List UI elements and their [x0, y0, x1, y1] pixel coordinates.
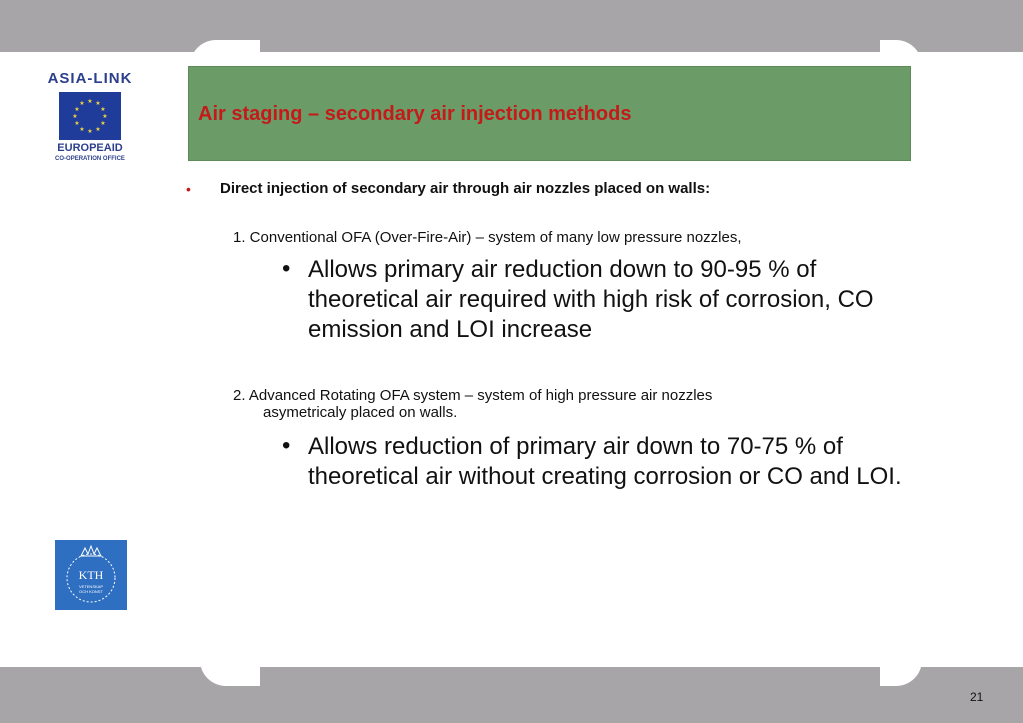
kth-logo — [55, 540, 127, 610]
svg-text:★: ★ — [95, 100, 101, 107]
asia-link-logo — [42, 70, 138, 170]
svg-text:★: ★ — [87, 128, 93, 135]
svg-text:★: ★ — [74, 120, 80, 127]
bullet-marker: • — [282, 255, 291, 282]
svg-text:★: ★ — [87, 98, 93, 105]
item2-heading: 2. Advanced Rotating OFA system – system of high pressure air nozzles — [233, 387, 713, 404]
asia-link-wordmark: ASIA-LINK — [47, 70, 133, 87]
svg-text:★: ★ — [79, 100, 85, 107]
main-bullet-text: Direct injection of secondary air through air nozzles placed on walls: — [220, 180, 711, 197]
svg-text:★: ★ — [100, 106, 106, 113]
svg-text:★: ★ — [102, 113, 108, 120]
svg-text:★: ★ — [100, 120, 106, 127]
slide-title: Air staging – secondary air injection methods — [198, 103, 632, 125]
item1-bullet-text: Allows primary air reduction down to 90-95 % of theoretical air required with high risk of corrosion, CO emission and LOI increase — [308, 256, 874, 343]
svg-text:★: ★ — [79, 126, 85, 133]
svg-text:★: ★ — [74, 106, 80, 113]
bullet-marker: • — [186, 181, 191, 197]
title-banner — [188, 66, 911, 161]
svg-text:★: ★ — [72, 113, 78, 120]
bullet-marker: • — [282, 432, 291, 459]
item2-bullet-text: Allows reduction of primary air down to 70-75 % of theoretical air without creating corrosion or CO and LOI. — [308, 433, 902, 490]
europeaid-subtitle: CO-OPERATION OFFICE — [55, 156, 125, 162]
europeaid-wordmark: EUROPEAID — [57, 142, 123, 154]
bottom-band — [0, 667, 1023, 723]
item1-heading: 1. Conventional OFA (Over-Fire-Air) – system of many low pressure nozzles, — [233, 229, 742, 246]
item2-heading-continued: asymetricaly placed on walls. — [263, 404, 458, 421]
europeaid-label — [54, 140, 126, 168]
top-band — [0, 0, 1023, 52]
page-number: 21 — [970, 690, 984, 704]
kth-motto-line1: VETENSKAP — [78, 584, 103, 589]
kth-motto-line2: OCH KONST — [79, 589, 103, 594]
eu-flag-icon — [59, 92, 121, 140]
kth-wordmark: KTH — [78, 568, 104, 582]
svg-text:★: ★ — [95, 126, 101, 133]
